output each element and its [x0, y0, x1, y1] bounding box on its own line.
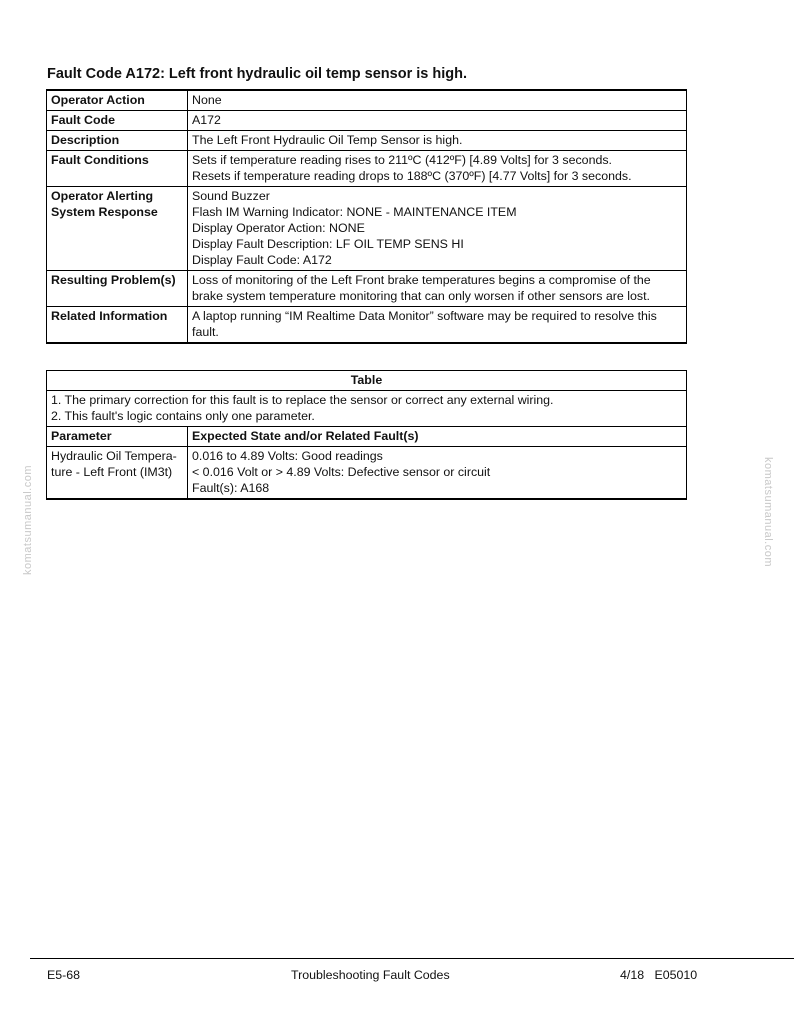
text-line: Flash IM Warning Indicator: NONE - MAINTENANCE ITEM — [192, 205, 517, 219]
footer-section-title: Troubleshooting Fault Codes — [291, 968, 450, 982]
text-line: Fault(s): A168 — [192, 481, 270, 495]
text-line: A172 — [192, 113, 221, 127]
text-line: The Left Front Hydraulic Oil Temp Sensor is high. — [192, 133, 463, 147]
label-line: System Response — [51, 205, 158, 219]
text-line: Loss of monitoring of the Left Front brake temperatures begins a compromise of the — [192, 273, 651, 287]
text-line: Sound Buzzer — [192, 189, 270, 203]
row-label-fault-conditions: Fault Conditions — [47, 151, 188, 187]
text-line: Hydraulic Oil Tempera- — [51, 449, 177, 463]
table-row — [47, 151, 687, 187]
table-row — [47, 111, 687, 131]
note-line: 1. The primary correction for this fault is to replace the sensor or correct any external wiring. — [51, 393, 554, 407]
watermark-left: komatsumanual.com — [22, 465, 34, 575]
watermark-right: komatsumanual.com — [762, 457, 774, 567]
table-notes-row — [47, 391, 687, 427]
row-value-operator-alerting — [188, 187, 687, 271]
text-line: Display Operator Action: NONE — [192, 221, 365, 235]
text-line: A laptop running “IM Realtime Data Monitor” software may be required to resolve this — [192, 309, 657, 323]
table-title-row — [47, 371, 687, 391]
row-label-operator-alerting — [47, 187, 188, 271]
row-label-description: Description — [47, 131, 188, 151]
footer-divider — [30, 958, 794, 959]
row-label-resulting-problems: Resulting Problem(s) — [47, 271, 188, 307]
footer-revision: 4/18 E05010 — [620, 968, 698, 982]
table-row — [47, 307, 687, 344]
column-header-parameter: Parameter — [47, 427, 188, 447]
text-line: 0.016 to 4.89 Volts: Good readings — [192, 449, 383, 463]
text-line: Display Fault Code: A172 — [192, 253, 332, 267]
table-notes — [47, 391, 687, 427]
text-line: ture - Left Front (IM3t) — [51, 465, 173, 479]
page-title: Fault Code A172: Left front hydraulic oil temp sensor is high. — [47, 66, 468, 82]
row-label-operator-action: Operator Action — [47, 90, 188, 111]
text-line: Sets if temperature reading rises to 211ºC (412ºF) [4.89 Volts] for 3 seconds. — [192, 153, 612, 167]
table-row — [47, 447, 687, 500]
row-value-operator-action — [188, 90, 687, 111]
table-row — [47, 131, 687, 151]
text-line: fault. — [192, 325, 219, 339]
text-line: None — [192, 93, 222, 107]
row-label-fault-code: Fault Code — [47, 111, 188, 131]
row-value-description — [188, 131, 687, 151]
label-line: Operator Alerting — [51, 189, 154, 203]
expected-state-cell — [188, 447, 687, 500]
row-value-fault-code — [188, 111, 687, 131]
text-line: brake system temperature monitoring that can only worsen if other sensors are lost. — [192, 289, 650, 303]
text-line: < 0.016 Volt or > 4.89 Volts: Defective sensor or circuit — [192, 465, 491, 479]
parameter-table — [46, 370, 687, 500]
table-header-row — [47, 427, 687, 447]
table-row — [47, 187, 687, 271]
parameter-cell — [47, 447, 188, 500]
table-title: Table — [47, 371, 687, 391]
footer-page-number: E5-68 — [47, 968, 81, 982]
text-line: Display Fault Description: LF OIL TEMP SENS HI — [192, 237, 464, 251]
row-value-related-information — [188, 307, 687, 344]
row-label-related-information: Related Information — [47, 307, 188, 344]
row-value-fault-conditions — [188, 151, 687, 187]
row-value-resulting-problems — [188, 271, 687, 307]
text-line: Resets if temperature reading drops to 188ºC (370ºF) [4.77 Volts] for 3 seconds. — [192, 169, 632, 183]
column-header-expected-state: Expected State and/or Related Fault(s) — [188, 427, 687, 447]
note-line: 2. This fault's logic contains only one parameter. — [51, 409, 315, 423]
table-row — [47, 90, 687, 111]
fault-code-table — [46, 89, 687, 344]
table-row — [47, 271, 687, 307]
